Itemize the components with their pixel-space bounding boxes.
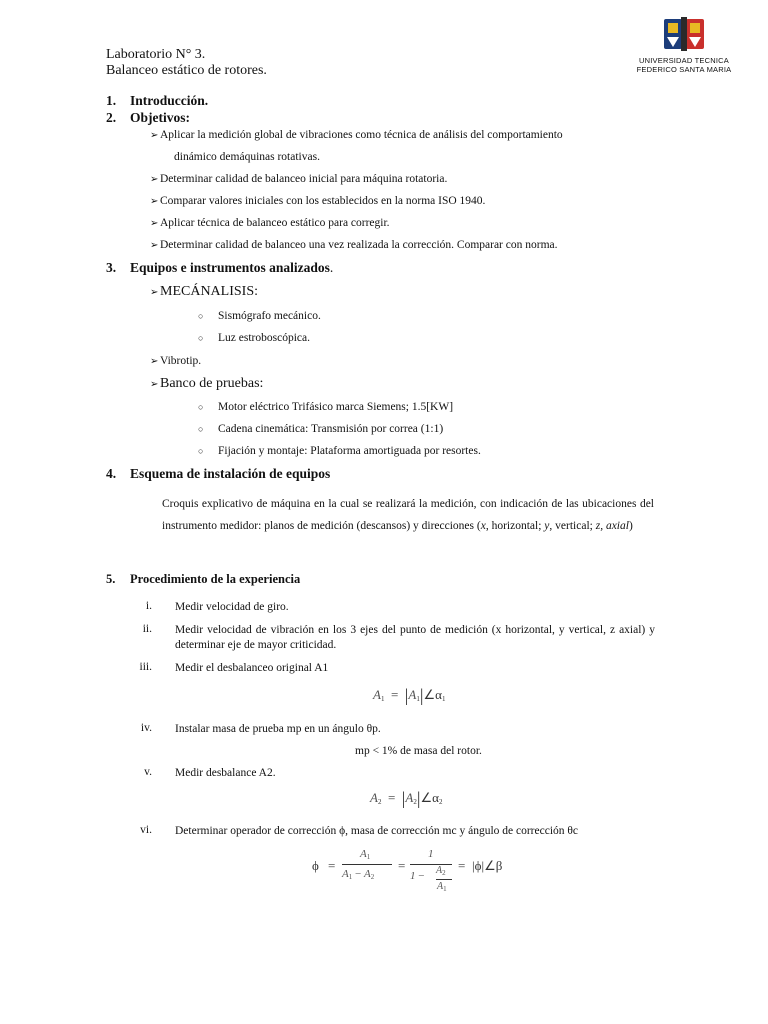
section-2-heading: 2. Objetivos: [106, 110, 190, 125]
equipment-item-fijacion: ○ Fijación y montaje: Plataforma amortiguada por resortes. [198, 445, 481, 457]
objective-4: ➢ Aplicar técnica de balanceo estático para corregir. [150, 217, 390, 229]
circle-bullet-icon: ○ [198, 424, 204, 434]
equation-a1: $A_1$ = $|A_1|\angle\alpha_1$ [373, 685, 446, 705]
step-ii-text: Medir velocidad de vibración en los 3 ejes del punto de medición (x horizontal, y vertical, z axial) y determinar eje de mayor criticidad. [175, 624, 655, 651]
objective-5: ➢ Determinar calidad de balanceo una vez realizada la corrección. Comparar con norma. [150, 239, 558, 251]
step-i-text: Medir velocidad de giro. [175, 601, 289, 613]
objective-2: ➢ Determinar calidad de balanceo inicial para máquina rotatoria. [150, 173, 448, 185]
arrow-bullet-icon: ➢ [150, 218, 159, 229]
step-iv-number: iv. [140, 722, 152, 734]
equipment-vibrotip: ➢ Vibrotip. [150, 355, 202, 367]
step-iv-note: mp < 1% de masa del rotor. [355, 745, 482, 757]
lab-title: Laboratorio N° 3. [106, 47, 206, 62]
arrow-bullet-icon: ➢ [150, 174, 159, 185]
equipment-item-motor: ○ Motor eléctrico Trifásico marca Siemens; 1.5[KW] [198, 401, 454, 413]
step-i-number: i. [145, 600, 152, 612]
equipment-mecanalisis: ➢ MECÁNALISIS: [150, 284, 259, 299]
section-4-heading: 4. Esquema de instalación de equipos [106, 466, 331, 481]
equipment-banco: ➢ Banco de pruebas: [150, 376, 264, 391]
university-name-line1: UNIVERSIDAD TECNICA [639, 56, 729, 65]
circle-bullet-icon: ○ [198, 311, 204, 321]
step-v-number: v. [144, 766, 152, 778]
section-5-heading: 5. Procedimiento de la experiencia [106, 572, 301, 586]
equipment-item-luz: ○ Luz estroboscópica. [198, 332, 310, 344]
university-logo [628, 17, 740, 74]
university-name-line2: FEDERICO SANTA MARIA [636, 65, 732, 74]
section-3-heading: 3. Equipos e instrumentos analizados. [106, 260, 334, 275]
step-vi-number: vi. [140, 824, 152, 836]
arrow-bullet-icon: ➢ [150, 240, 159, 251]
university-crest-icon [661, 17, 707, 51]
step-ii-number: ii. [142, 623, 152, 635]
arrow-bullet-icon: ➢ [150, 130, 159, 141]
section-1-heading: 1. Introducción. [106, 93, 209, 108]
step-iii-text: Medir el desbalanceo original A1 [175, 662, 329, 674]
step-iv-text: Instalar masa de prueba mp en un ángulo θp. [175, 723, 381, 735]
scheme-paragraph: Croquis explicativo de máquina en la cual se realizará la medición, con indicación de las ubicaciones del instrumento medidor: planos de medición (descansos) y direcciones (x, horizontal; y, vertical; z, axial) [162, 498, 654, 532]
equation-a2: $A_2$ = $|A_2|\angle\alpha_2$ [370, 788, 443, 808]
circle-bullet-icon: ○ [198, 402, 204, 412]
circle-bullet-icon: ○ [198, 333, 204, 343]
arrow-bullet-icon: ➢ [150, 287, 159, 298]
equation-phi: ϕ = $A_1$ $A_1 - A_2$ = 1 1 − $A_2$ $A_1$ = |ϕ|∠β [312, 848, 503, 893]
objective-1-continued: dinámico demáquinas rotativas. [174, 151, 320, 163]
equipment-item-sismografo: ○ Sismógrafo mecánico. [198, 310, 321, 322]
arrow-bullet-icon: ➢ [150, 196, 159, 207]
step-iii-number: iii. [139, 661, 152, 673]
arrow-bullet-icon: ➢ [150, 356, 159, 367]
equipment-item-cadena: ○ Cadena cinemática: Transmisión por correa (1:1) [198, 423, 444, 435]
step-vi-text: Determinar operador de corrección ϕ, masa de corrección mc y ángulo de corrección θc [175, 825, 578, 837]
objective-3: ➢ Comparar valores iniciales con los establecidos en la norma ISO 1940. [150, 195, 486, 207]
arrow-bullet-icon: ➢ [150, 379, 159, 390]
lab-subtitle: Balanceo estático de rotores. [106, 63, 267, 78]
step-v-text: Medir desbalance A2. [175, 767, 276, 779]
objective-1: ➢ Aplicar la medición global de vibraciones como técnica de análisis del comportamiento [150, 129, 563, 141]
circle-bullet-icon: ○ [198, 446, 204, 456]
